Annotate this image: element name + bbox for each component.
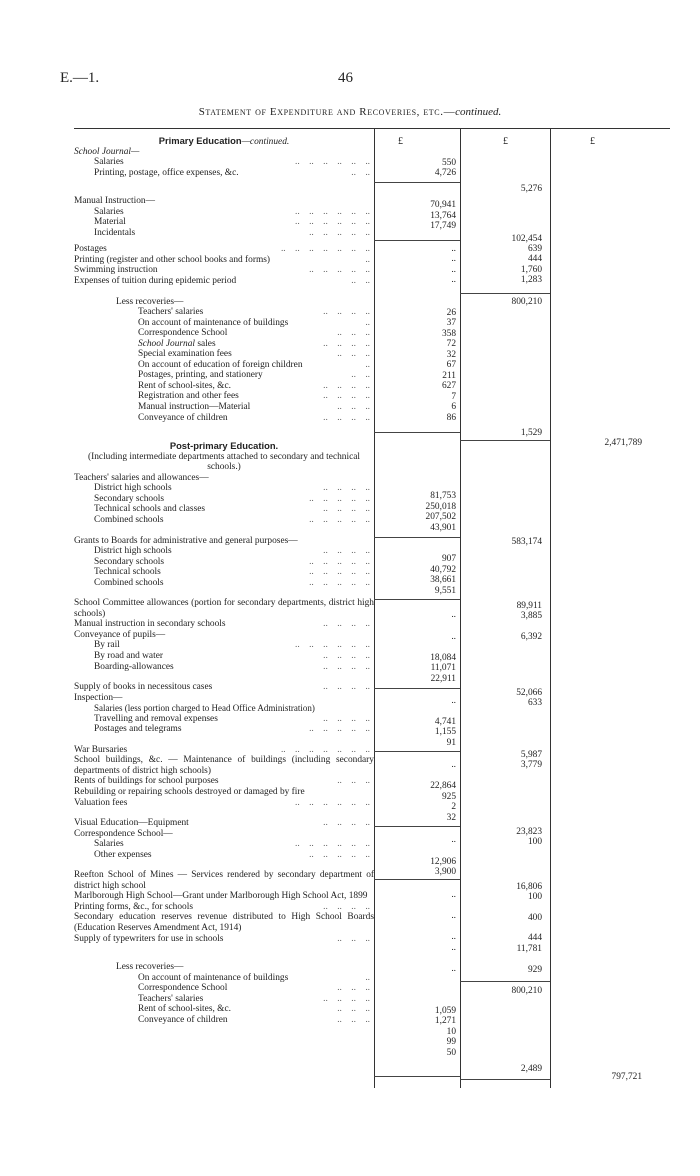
subtotal-rule (374, 879, 460, 880)
subtotal-rule (460, 1079, 550, 1080)
line-item: Printing, postage, office expenses, &c. .. .. (94, 167, 370, 178)
subtotal-rule (374, 599, 460, 600)
line-item: Manual instruction—Material .. .. .. (138, 402, 370, 413)
amount: 43,901 (430, 523, 456, 533)
line-item: Rebuilding or repairing schools destroyed or damaged by fire (74, 786, 305, 797)
amount: .. (451, 835, 456, 845)
amount: 207,502 (425, 512, 456, 522)
amount: 400 (527, 913, 542, 923)
line-item: Supply of books in necessitous cases .. .. .. .. (74, 682, 370, 693)
amount: 72 (446, 339, 456, 349)
amount: 1,529 (520, 428, 542, 438)
subtotal-rule (460, 293, 550, 294)
amount: 11,071 (430, 663, 456, 673)
subtotal-rule (374, 537, 460, 538)
line-item: Rents of buildings for school purposes .. .. .. (74, 776, 370, 787)
amount: .. (451, 911, 456, 921)
amount: 5,987 (520, 750, 542, 760)
line-item: Teachers' salaries .. .. .. .. (138, 993, 370, 1004)
less-recoveries-label: Less recoveries— (116, 296, 184, 307)
column-divider (374, 128, 375, 1088)
amount: 38,661 (430, 575, 456, 585)
line-item: School Committee allowances (portion for secondary departments, district high schools) (74, 598, 374, 619)
amount: 6 (451, 402, 456, 412)
amount: 1,059 (434, 1006, 456, 1016)
line-item: Salaries .. .. .. .. .. .. (94, 206, 370, 217)
subtotal-rule (374, 688, 460, 689)
amount: .. (451, 964, 456, 974)
amount: 22,911 (430, 674, 456, 684)
amount: 639 (527, 244, 542, 254)
line-item: Other expenses .. .. .. .. .. (94, 849, 370, 860)
page-number: 46 (338, 70, 353, 86)
amount: 929 (527, 965, 542, 975)
line-item: Grants to Boards for administrative and general purposes— (74, 535, 298, 546)
subtotal-rule (374, 751, 460, 752)
amount: 797,721 (611, 1072, 642, 1082)
line-item: By rail .. .. .. .. .. .. (94, 640, 370, 651)
amount: 627 (441, 381, 456, 391)
line-item: On account of education of foreign children .. (138, 359, 370, 370)
amount: 3,900 (434, 867, 456, 877)
amount: 99 (446, 1037, 456, 1047)
amount: 91 (446, 738, 456, 748)
amount: 800,210 (511, 986, 542, 996)
line-item: District high schools .. .. .. .. (94, 483, 370, 494)
line-item: Postages and telegrams .. .. .. .. .. (94, 724, 370, 735)
line-item: Rent of school-sites, &c. .. .. .. (138, 1004, 370, 1015)
amount: 26 (446, 308, 456, 318)
line-item: Printing (register and other school books and forms) .. (74, 254, 370, 265)
line-item: School buildings, &c. — Maintenance of buildings (including secondary departments of district high schools) (74, 755, 374, 776)
amount: 18,084 (430, 653, 456, 663)
amount: 800,210 (511, 297, 542, 307)
line-school-journal: School Journal— (74, 146, 140, 157)
line-item: Combined schools .. .. .. .. .. (94, 514, 370, 525)
line-item: Correspondence School— (74, 828, 173, 839)
line-item: Valuation fees .. .. .. .. .. .. (74, 797, 370, 808)
amount: 89,911 (516, 601, 542, 611)
line-item: Salaries .. .. .. .. .. .. (94, 157, 370, 168)
amount: .. (451, 244, 456, 254)
line-item: Teachers' salaries .. .. .. .. (138, 307, 370, 318)
amount: .. (451, 932, 456, 942)
line-item: Visual Education—Equipment .. .. .. .. (74, 818, 370, 829)
line-item: Secondary education reserves revenue distributed to High School Boards (Education Reserves Amendment Act, 1914) (74, 912, 374, 933)
amount: 52,066 (516, 688, 542, 698)
amount: 583,174 (511, 537, 542, 547)
amount: 633 (527, 698, 542, 708)
amount: 9,551 (434, 586, 456, 596)
amount: 4,726 (434, 168, 456, 178)
amount: 70,941 (430, 200, 456, 210)
currency-header: £ (503, 136, 508, 147)
line-item: Special examination fees .. .. .. (138, 349, 370, 360)
line-item: Rent of school-sites, &c. .. .. .. .. (138, 380, 370, 391)
amount: 550 (441, 158, 456, 168)
amount: 102,454 (511, 234, 542, 244)
line-item: Swimming instruction .. .. .. .. .. (74, 265, 370, 276)
amount: 211 (442, 371, 456, 381)
amount: 1,283 (520, 275, 542, 285)
amount: .. (451, 696, 456, 706)
less-recoveries-label: Less recoveries— (116, 962, 184, 973)
amount: 6,392 (520, 632, 542, 642)
top-rule (74, 128, 670, 129)
amount: 358 (441, 329, 456, 339)
line-item: By road and water .. .. .. .. (94, 650, 370, 661)
line-item: Incidentals .. .. .. .. .. (94, 227, 370, 238)
line-item: Expenses of tuition during epidemic period .. .. (74, 276, 370, 287)
subtotal-rule (460, 440, 550, 441)
amount: 86 (446, 413, 456, 423)
amount: 3,885 (520, 611, 542, 621)
amount: 12,906 (430, 857, 456, 867)
amount: 3,779 (520, 760, 542, 770)
amount: 1,155 (434, 727, 456, 737)
line-item: Marlborough High School—Grant under Marlborough High School Act, 1899 (74, 891, 368, 902)
line-item: District high schools .. .. .. .. (94, 546, 370, 557)
amount: 1,271 (434, 1016, 456, 1026)
amount: 2 (451, 802, 456, 812)
amount: 32 (446, 350, 456, 360)
line-item: On account of maintenance of buildings .. (138, 317, 370, 328)
section-heading-post-primary: Post-primary Education. (169, 440, 279, 452)
amount: .. (451, 632, 456, 642)
line-item: On account of maintenance of buildings .. (138, 972, 370, 983)
line-item: Registration and other fees .. .. .. .. (138, 391, 370, 402)
amount: 37 (446, 318, 456, 328)
amount: 2,471,789 (604, 438, 642, 448)
column-divider (550, 128, 551, 1088)
amount: .. (451, 610, 456, 620)
amount: .. (451, 760, 456, 770)
line-item: Correspondence School .. .. .. (138, 983, 370, 994)
currency-header: £ (398, 136, 403, 147)
amount: 17,749 (430, 221, 456, 231)
line-item: Conveyance of children .. .. .. (138, 1014, 370, 1025)
subtotal-rule (374, 182, 460, 183)
amount: .. (451, 890, 456, 900)
line-item: Teachers' salaries and allowances— (74, 472, 209, 483)
amount: 250,018 (425, 502, 456, 512)
line-item: Boarding-allowances .. .. .. .. (94, 661, 370, 672)
currency-header: £ (590, 136, 595, 147)
subtotal-rule (374, 826, 460, 827)
amount: 81,753 (430, 491, 456, 501)
amount: 5,276 (520, 184, 542, 194)
line-item: Conveyance of children .. .. .. .. (138, 412, 370, 423)
line-item: Travelling and removal expenses .. .. .. .. (94, 713, 370, 724)
line-item: Correspondence School .. .. .. (138, 328, 370, 339)
line-item: Secondary schools .. .. .. .. .. (94, 556, 370, 567)
section-heading-primary: Primary Education—continued. (158, 135, 290, 147)
subtotal-rule (460, 981, 550, 982)
statement-title: Statement of Expenditure and Recoveries, etc.—continued. (198, 106, 502, 118)
line-item: Reefton School of Mines — Services rendered by secondary department of district high school (74, 870, 374, 891)
page-reference: E.—1. (60, 70, 100, 86)
line-item: War Bursaries .. .. .. .. .. .. .. (74, 744, 370, 755)
amount: 444 (527, 254, 542, 264)
line-item: Manual Instruction— (74, 196, 155, 207)
amount: 23,823 (516, 827, 542, 837)
line-item: Supply of typewriters for use in schools .. .. .. (74, 933, 370, 944)
subtotal-rule (374, 1076, 460, 1077)
line-item: Inspection— (74, 692, 123, 703)
amount: 7 (451, 392, 456, 402)
subtotal-rule (374, 240, 460, 241)
line-item: Salaries .. .. .. .. .. .. (94, 839, 370, 850)
line-item: Printing forms, &c., for schools .. .. .. .. (74, 901, 370, 912)
amount: 925 (441, 792, 456, 802)
amount: 22,864 (430, 781, 456, 791)
statement-body (74, 136, 374, 1025)
amount: 907 (441, 554, 456, 564)
line-item: Postages .. .. .. .. .. .. .. (74, 244, 370, 255)
amount: .. (451, 943, 456, 953)
column-divider (460, 128, 461, 1088)
line-item: School Journal sales .. .. .. .. (138, 338, 370, 349)
amount: .. (451, 275, 456, 285)
line-item: Combined schools .. .. .. .. .. (94, 577, 370, 588)
line-item: Secondary schools .. .. .. .. .. (94, 493, 370, 504)
amount: 13,764 (430, 211, 456, 221)
amount: 11,781 (516, 944, 542, 954)
amount: 1,760 (520, 265, 542, 275)
section-note: (Including intermediate departments attached to secondary and technical schools.) (87, 451, 361, 473)
amount: 67 (446, 360, 456, 370)
amount: 32 (446, 813, 456, 823)
amount: 100 (527, 837, 542, 847)
amount: 40,792 (430, 565, 456, 575)
subtotal-rule (374, 432, 460, 433)
line-item: Technical schools .. .. .. .. .. (94, 567, 370, 578)
amount: 10 (446, 1027, 456, 1037)
line-item: Technical schools and classes .. .. .. .. (94, 504, 370, 515)
amount: .. (451, 265, 456, 275)
amount: 444 (527, 933, 542, 943)
amount: 50 (446, 1048, 456, 1058)
line-item: Manual instruction in secondary schools .. .. .. .. (74, 619, 370, 630)
amount: 4,741 (434, 717, 456, 727)
line-item: Salaries (less portion charged to Head Office Administration) (94, 703, 315, 714)
amount: 100 (527, 892, 542, 902)
amount: .. (451, 254, 456, 264)
line-item: Postages, printing, and stationery .. .. (138, 370, 370, 381)
amount: 16,806 (516, 882, 542, 892)
line-item: Conveyance of pupils— (74, 629, 166, 640)
amount: 2,489 (520, 1064, 542, 1074)
line-item: Material .. .. .. .. .. .. (94, 217, 370, 228)
